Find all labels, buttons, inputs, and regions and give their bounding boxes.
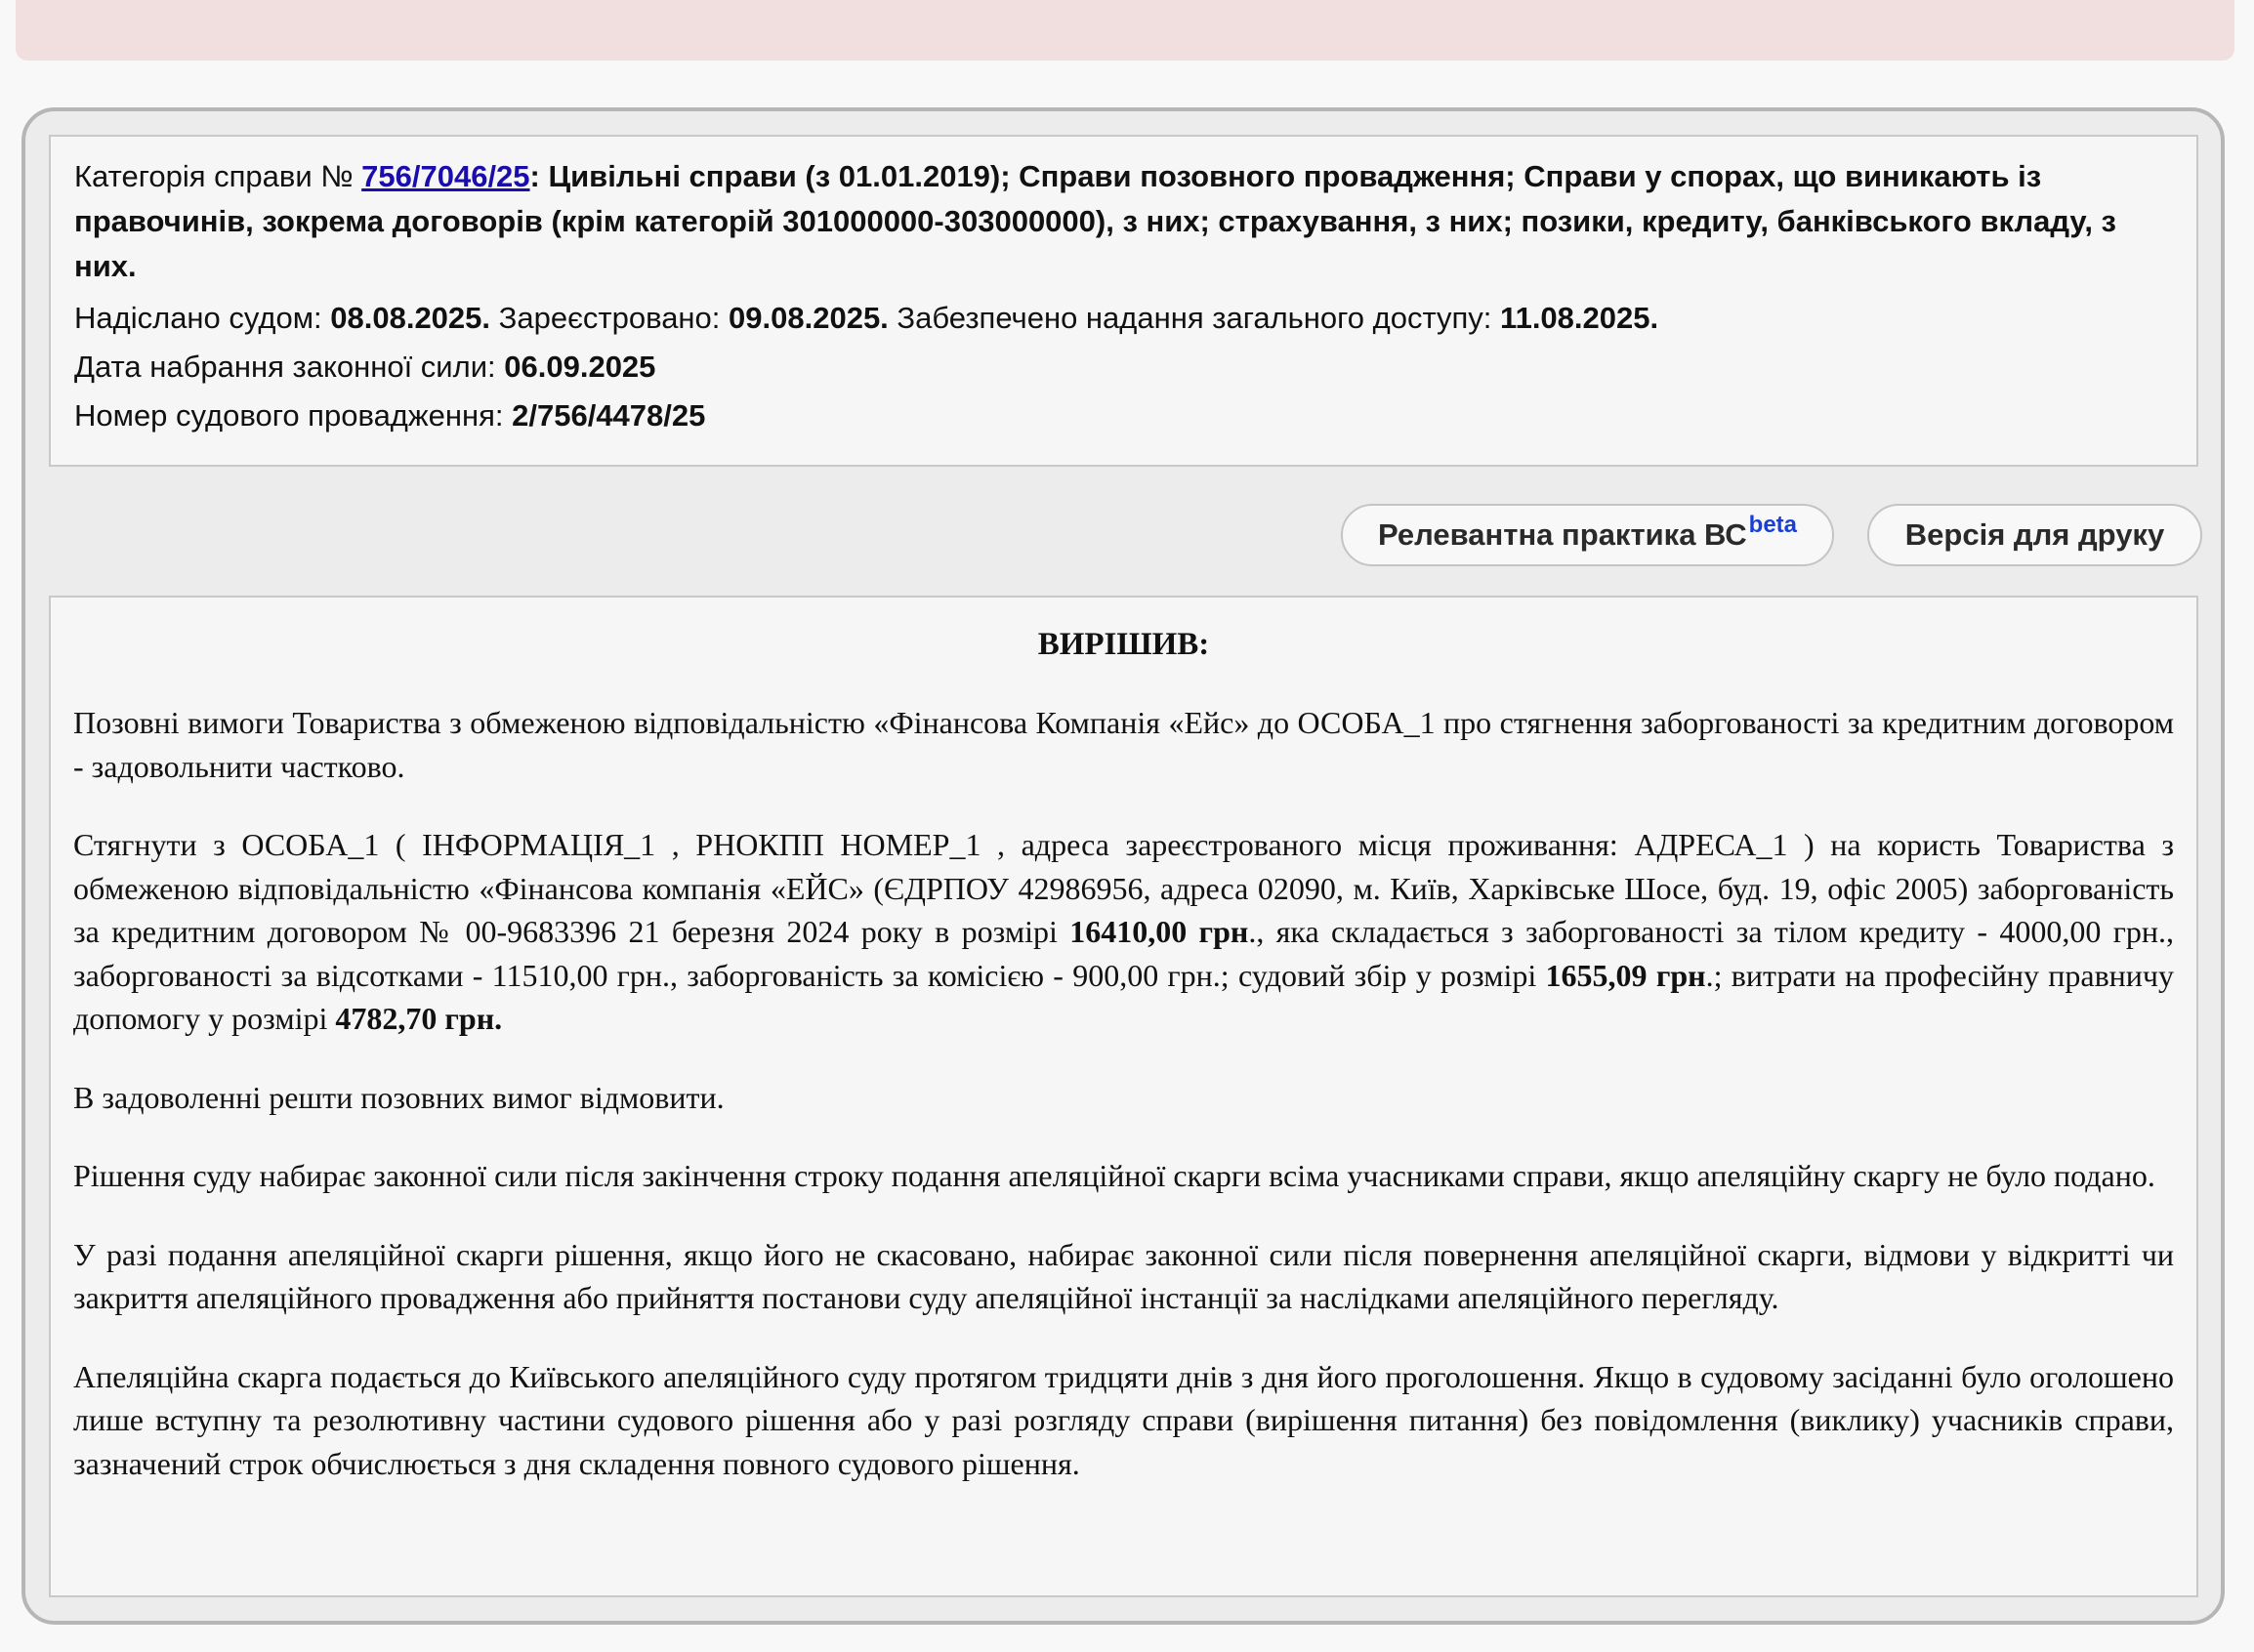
case-category <box>74 154 2173 289</box>
document-frame <box>21 107 2225 1625</box>
decision-paragraph-4: Рішення суду набирає законної сили після закінчення строку подання апеляційної скарги всіма учасниками справи, якщо апеляційну скаргу не було подано. <box>73 1158 2155 1193</box>
proceeding-value: 2/756/4478/25 <box>512 398 706 433</box>
registered-label: Зареєстровано: <box>490 301 730 335</box>
legal-force-date <box>74 343 2173 392</box>
debt-amount: 16410,00 грн <box>1069 914 1249 949</box>
decision-paragraph-1: Позовні вимоги Товариства з обмеженою відповідальністю «Фінансова Компанія «Ейс» до ОСОБА_1 про стягнення заборгованості за кредитним договором - задовольнити частково. <box>73 705 2174 784</box>
force-date: 06.09.2025 <box>504 350 656 384</box>
decision-heading: ВИРІШИВ: <box>1037 627 1210 662</box>
relevant-practice-button[interactable] <box>1341 504 1834 566</box>
case-dates <box>74 294 2173 343</box>
proceeding-label: Номер судового провадження: <box>74 398 513 433</box>
case-number-link[interactable]: 756/7046/25 <box>361 159 530 193</box>
top-banner <box>16 0 2234 61</box>
decision-paragraph-6: Апеляційна скарга подається до Київського апеляційного суду протягом тридцяти днів з дня його проголошення. Якщо в судовому засіданні було оголошено лише вступну та резолютивну частини судового рішення або у разі розгляду справи (вирішення питання) без повідомлення (виклику) учасників справи, зазначений строк обчислюється з дня складення повного судового рішення. <box>73 1358 2174 1481</box>
beta-badge: beta <box>1748 512 1798 538</box>
p2-text-a: Стягнути з ОСОБА_1 ( ІНФОРМАЦІЯ_1 , РНОКПП НОМЕР_1 , адреса зареєстрованого місця проживання: АДРЕСА_1 ) на користь Товариства з обмеженою відповідальністю «Фінансова компанія «ЕЙС» (ЄДРПОУ 42986956, адреса 02090, м. Київ, Харківське Шосе, буд. 19, офіс 2005) заборгованість за кредитним договором № 00-9683396 21 березня 2024 року в розмірі <box>73 827 2174 949</box>
court-fee-amount: 1655,09 грн <box>1545 957 1706 993</box>
p2-text-b: ., яка складається з заборгованості за тілом кредиту - 4000,00 грн., заборгованості за відсотками - 11510,00 грн., заборгованість за комісією - 900,00 грн.; судовий збір у розмірі <box>73 914 2175 993</box>
category-text: : Цивільні справи (з 01.01.2019); Справи позовного провадження; Справи у спорах, що виникають із правочинів, зокрема договорів (крім категорій 301000000-303000000), з них; страхування, з них; позики, кредиту, банківського вкладу, з них. <box>74 159 2116 283</box>
practice-label: Релевантна практика ВС <box>1377 517 1747 552</box>
access-date: 11.08.2025. <box>1500 301 1659 335</box>
legal-aid-amount: 4782,70 грн. <box>335 1001 503 1036</box>
sent-label: Надіслано судом: <box>74 301 331 335</box>
proceeding-number <box>74 392 2173 440</box>
decision-text-panel <box>49 596 2198 1597</box>
print-label: Версія для друку <box>1904 517 2165 552</box>
access-label: Забезпечено надання загального доступу: <box>888 301 1501 335</box>
category-prefix: Категорія справи № <box>74 159 362 193</box>
p2-text-c: .; витрати на професійну правничу допомогу у розмірі <box>73 957 2175 1036</box>
decision-paragraph-5: У разі подання апеляційної скарги рішення, якщо його не скасовано, набирає законної сили після повернення апеляційної скарги, відмови у відкритті чи закриття апеляційного провадження або прийняття постанови суду апеляційної інстанції за наслідками апеляційного перегляду. <box>73 1236 2174 1315</box>
decision-paragraph-2 <box>73 823 2174 1041</box>
print-version-button[interactable] <box>1867 504 2202 566</box>
case-info-panel <box>49 135 2198 467</box>
registered-date: 09.08.2025. <box>729 301 889 335</box>
decision-paragraph-3: В задоволенні решти позовних вимог відмовити. <box>73 1079 725 1115</box>
sent-date: 08.08.2025. <box>330 301 491 335</box>
force-label: Дата набрання законної сили: <box>74 350 505 384</box>
